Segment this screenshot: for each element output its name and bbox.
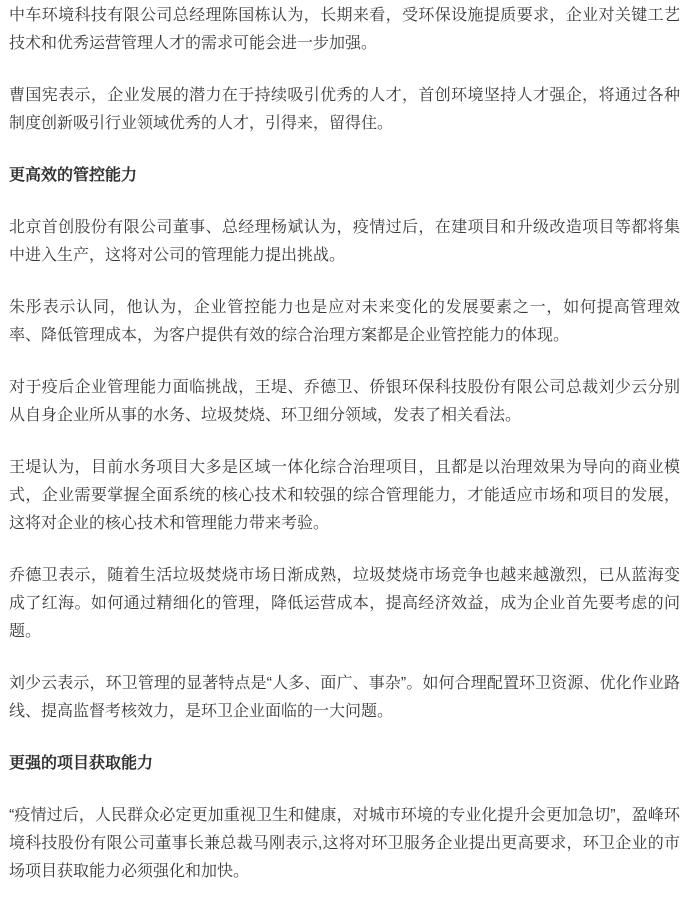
paragraph-post-epidemic-challenges: 对于疫后企业管理能力面临挑战，王堤、乔德卫、侨银环保科技股份有限公司总裁刘少云分别从自身企业所从事的水务、垃圾焚烧、环卫细分领域，发表了相关看法。 bbox=[9, 379, 680, 424]
paragraph-zhongche-talent: 中车环境科技有限公司总经理陈国栋认为，长期来看，受环保设施提质要求，企业对关键工艺技术和优秀运营管理人才的需求可能会进一步加强。 bbox=[9, 7, 680, 52]
paragraph-qiaodewei-incineration: 乔德卫表示，随着生活垃圾焚烧市场日渐成熟，垃圾焚烧市场竞争也越来越激烈，已从蓝海变成了红海。如何通过精细化的管理，降低运营成本，提高经济效益，成为企业首先要考虑的问题。 bbox=[9, 567, 680, 640]
paragraph-wangdi-water-projects: 王堤认为，目前水务项目大多是区域一体化综合治理项目，且都是以治理效果为导向的商业模式，企业需要掌握全面系统的核心技术和较强的综合管理能力，才能适应市场和项目的发展，这将对企业的核心技术和管理能力带来考验。 bbox=[9, 459, 680, 532]
section-heading-management-capability: 更高效的管控能力 bbox=[9, 167, 138, 184]
paragraph-yingfeng-magang: “疫情过后，人民群众必定更加重视卫生和健康，对城市环境的专业化提升会更加急切”，盈峰环境科技股份有限公司董事长兼总裁马刚表示,这将对环卫服务企业提出更高要求，环卫企业的市场项目获取能力必须强化和加快。 bbox=[9, 807, 680, 880]
paragraph-beijing-capital-yangbin: 北京首创股份有限公司董事、总经理杨斌认为，疫情过后，在建项目和升级改造项目等都将集中进入生产，这将对公司的管理能力提出挑战。 bbox=[9, 219, 680, 264]
paragraph-caoguoxian-talent: 曹国宪表示，企业发展的潜力在于持续吸引优秀的人才，首创环境坚持人才强企，将通过各种制度创新吸引行业领域优秀的人才，引得来，留得住。 bbox=[9, 87, 680, 132]
paragraph-zhutong-agree: 朱彤表示认同，他认为，企业管控能力也是应对未来变化的发展要素之一，如何提高管理效率、降低管理成本，为客户提供有效的综合治理方案都是企业管控能力的体现。 bbox=[9, 299, 680, 344]
section-heading-project-acquisition: 更强的项目获取能力 bbox=[9, 755, 154, 772]
paragraph-liushaoyun-sanitation: 刘少云表示，环卫管理的显著特点是“人多、面广、事杂”。如何合理配置环卫资源、优化作业路线、提高监督考核效力，是环卫企业面临的一大问题。 bbox=[9, 675, 680, 720]
